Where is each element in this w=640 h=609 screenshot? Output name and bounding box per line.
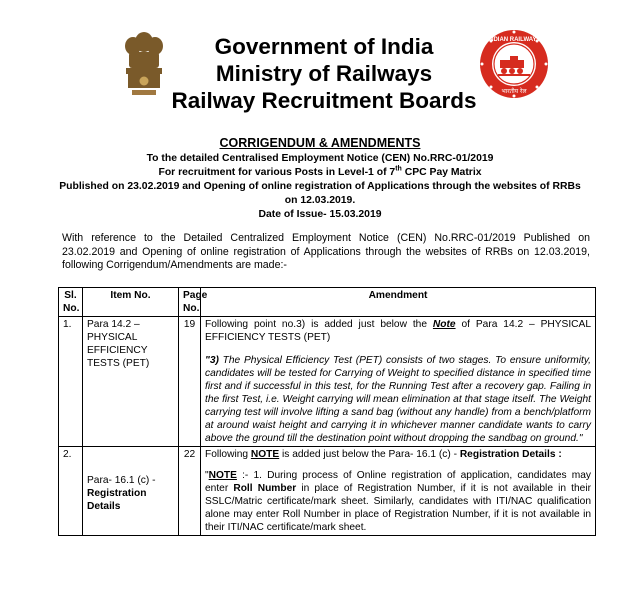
national-emblem-icon: [118, 28, 170, 100]
table-row: [59, 447, 596, 536]
amendment-table: [58, 287, 596, 536]
table-row: [59, 317, 596, 447]
header-line-3: Railway Recruitment Boards: [171, 88, 477, 113]
header-amendment: Amendment: [201, 288, 596, 317]
notice-line-2: For recruitment for various Posts in Level-1 of 7th CPC Pay Matrix: [158, 165, 482, 178]
row-item: Para- 16.1 (c) - Registration Details: [83, 447, 179, 536]
notice-line-1: To the detailed Centralised Employment Notice (CEN) No.RRC-01/2019: [146, 153, 494, 164]
letterhead: [0, 0, 640, 120]
row-amendment: Following NOTE is added just below the Para- 16.1 (c) - Registration Details : "NOTE :- 1. During process of Online registration of application, candidates may enter Roll Number in place of Registration Number, if it is not available in their SSLC/Matric certificate/mark sheet. Similarly, candidates with ITI/NAC qualification alone may enter Roll Number in place of Registration Number, if it is not available in their ITI/NAC certificate/mark sheet.: [201, 447, 596, 536]
intro-paragraph: With reference to the Detailed Centralized Employment Notice (CEN) No.RRC-01/2019 Published on 23.02.2019 and Opening of online registration of Applications through the websites of RRBs on 12.03.2019, following Corrigendum/Amendments are made:-: [62, 232, 590, 271]
notice-line-3: Published on 23.02.2019 and Opening of online registration of Applications through the websites of RRBs: [59, 181, 581, 192]
header-line-2: Ministry of Railways: [215, 61, 433, 86]
logo-devanagari-text: भारतीय रेल: [501, 88, 527, 95]
row-sl: 1.: [59, 317, 83, 447]
logo-text: INDIAN RAILWAYS: [487, 37, 541, 43]
header-sl-no: Sl. No.: [59, 288, 83, 317]
table-header-row: [59, 288, 596, 317]
row-amendment: Following point no.3) is added just below the Note of Para 14.2 – PHYSICAL EFFICIENCY TESTS (PET) "3) The Physical Efficiency Test (PET) consists of two stages. To ensure uniformity, candidates will be tested for Carrying of Weight to specified distance in specified time first and if successful in this test, for the Running Test after a recovery gap. Failing in the first Test, i.e. Weight carrying will mean elimination at that stage itself. The Weight carrying test will involve lifting a sand bag (without any handle) from a bench/platform at around waist height and carrying it in whichever manner candidate wants to carry above the ground till the destination point without dropping the sandbag on ground.": [201, 317, 596, 447]
row-page: 19: [179, 317, 201, 447]
header-page-no: Page No.: [179, 288, 201, 317]
date-of-issue: Date of Issue- 15.03.2019: [258, 209, 382, 220]
row-item: Para 14.2 – PHYSICAL EFFICIENCY TESTS (PET): [83, 317, 179, 447]
header-line-1: Government of India: [214, 34, 434, 59]
header-item-no: Item No.: [83, 288, 179, 317]
row-page: 22: [179, 447, 201, 536]
indian-railways-logo-icon: [478, 28, 550, 100]
notice-line-4: on 12.03.2019.: [284, 195, 356, 206]
corrigendum-title: CORRIGENDUM & AMENDMENTS: [219, 136, 421, 150]
row-sl: 2.: [59, 447, 83, 536]
